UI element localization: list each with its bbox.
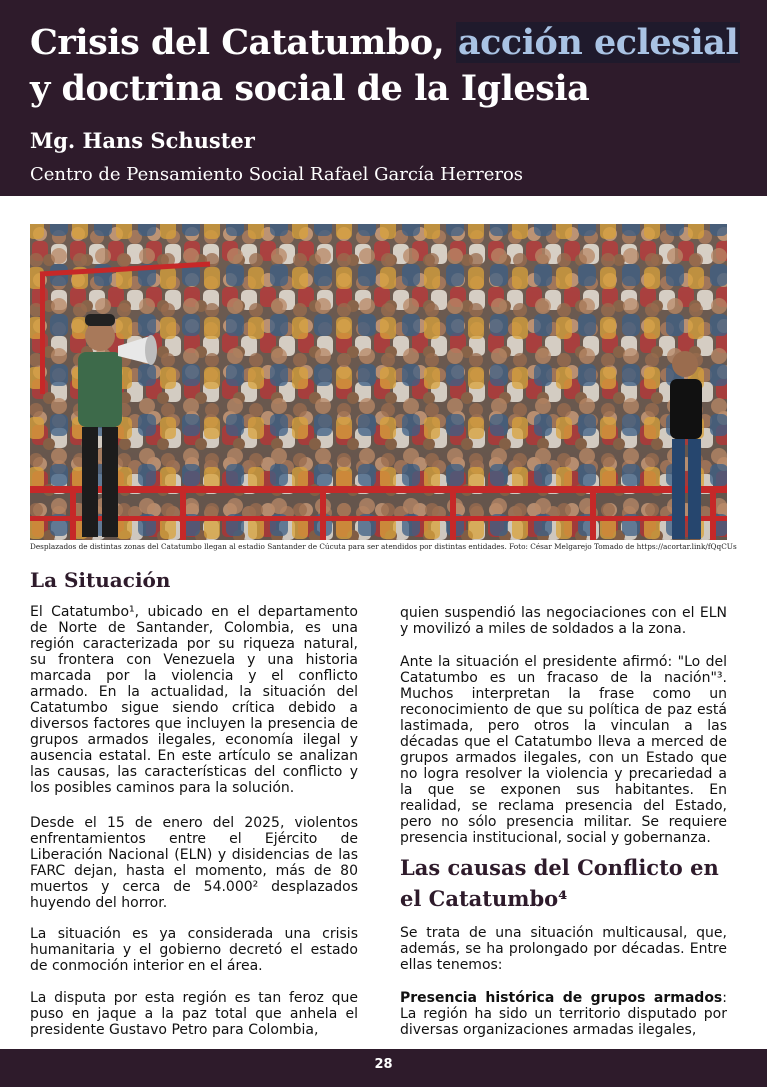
crowd-photo-illustration (30, 224, 727, 540)
paragraph-enfrentamientos: Desde el 15 de enero del 2025, violentos enfrentamientos entre el Ejército de Liberación Nacional (ELN) y disidencias de las FARC dejan, hasta el momento, más de 80 muertos y cerca de 54.000² desplazados huyendo del horror. (30, 815, 358, 911)
grupos-armados-lead: Presencia histórica de grupos armados (400, 990, 723, 1006)
photo-caption: Desplazados de distintas zonas del Catatumbo llegan al estadio Santander de Cúcuta para ser atendidos por distintas entidades. Foto: César Melgarejo Tomado de https://acortar.link/fQqCUs (30, 542, 737, 551)
paragraph-disputa: La disputa por esta región es tan feroz que puso en jaque a la paz total que anhela el presidente Gustavo Petro para Colombia, (30, 990, 358, 1038)
paragraph-disputa-cont: quien suspendió las negociaciones con el ELN y movilizó a miles de soldados a la zona. (400, 605, 727, 637)
paragraph-crisis-humanitaria: La situación es ya considerada una crisis humanitaria y el gobierno decretó el estado de conmoción interior en el área. (30, 926, 358, 974)
author-name: Mg. Hans Schuster (30, 128, 255, 153)
author-institution: Centro de Pensamiento Social Rafael García Herreros (30, 164, 524, 185)
title-part-1: Crisis del Catatumbo, (30, 22, 456, 63)
paragraph-intro: El Catatumbo¹, ubicado en el departamento de Norte de Santander, Colombia, es una región caracterizada por su riqueza natural, su frontera con Venezuela y una historia marcada por la violencia y el conflicto armado. En la actualidad, la situación del Catatumbo sigue siendo crítica debido a diversos factores que incluyen la presencia de grupos armados ilegales, economía ilegal y ausencia estatal. En este artículo se analizan las causas, las características del conflicto y los posibles caminos para la solución. (30, 604, 358, 796)
paragraph-presidente: Ante la situación el presidente afirmó: "Lo del Catatumbo es un fracaso de la nación"³. Muchos interpretan la frase como un reconocimiento de que su política de paz está lastimada, pero otros la vinculan a las décadas que el Catatumbo lleva a merced de grupos armados ilegales, con un Estado que no logra resolver la violencia y precariedad a la que se exponen sus habitantes. En realidad, se reclama presencia del Estado, pero no sólo presencia militar. Se requiere presencia institucional, social y gobernanza. (400, 654, 727, 846)
page-number: 28 (374, 1057, 393, 1072)
title-part-2: y doctrina social de la Iglesia (30, 68, 590, 109)
title-highlight: acción eclesial (457, 22, 739, 63)
paragraph-grupos-armados (400, 990, 727, 1038)
section-heading-situacion: La Situación (30, 568, 171, 592)
article-title (30, 20, 750, 112)
header-banner (0, 0, 767, 196)
section-heading-causas: Las causas del Conflicto en el Catatumbo⁴ (400, 855, 719, 911)
crowd-photo (30, 224, 727, 540)
grupos-armados-text: : La región ha sido un territorio disputado por diversas organizaciones armadas ilegales, (400, 990, 727, 1038)
paragraph-multicausal: Se trata de una situación multicausal, que, además, se ha prolongado por décadas. Entre ellas tenemos: (400, 925, 727, 973)
